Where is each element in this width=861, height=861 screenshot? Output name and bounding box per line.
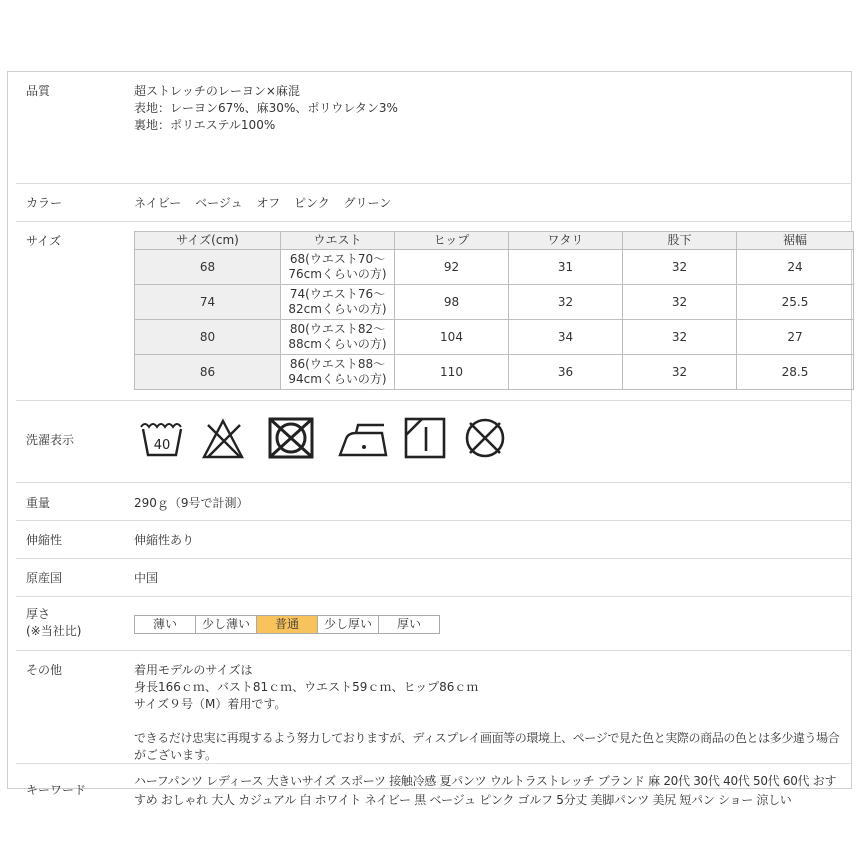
thickness-option: 少し薄い bbox=[196, 616, 257, 633]
size-table bbox=[134, 231, 854, 390]
label-other: その他 bbox=[26, 663, 63, 677]
color-item: ベージュ bbox=[195, 196, 243, 210]
value-origin: 中国 bbox=[134, 571, 159, 585]
waist-line: 82cmくらいの方) bbox=[288, 302, 387, 316]
row-thickness bbox=[16, 597, 851, 651]
waist-line: 80(ウエスト82～ bbox=[289, 322, 386, 336]
waist-line: 74(ウエスト76～ bbox=[289, 287, 386, 301]
table-row bbox=[135, 250, 854, 285]
quality-line: 裏地：ポリエステル100% bbox=[134, 118, 276, 132]
waist-line: 94cmくらいの方) bbox=[288, 372, 387, 386]
cell-waist bbox=[281, 285, 395, 320]
value-quality bbox=[134, 83, 845, 134]
other-line: 身長166ｃｍ、バスト81ｃｍ、ウエスト59ｃｍ、ヒップ86ｃｍ bbox=[134, 680, 479, 694]
cell-hem: 25.5 bbox=[737, 285, 854, 320]
header-hem: 裾幅 bbox=[737, 232, 854, 250]
waist-line: 68(ウエスト70～ bbox=[289, 252, 386, 266]
cell-inseam: 32 bbox=[623, 285, 737, 320]
cell-hip: 92 bbox=[395, 250, 509, 285]
thickness-note: (※当社比) bbox=[26, 624, 82, 638]
row-stretch bbox=[16, 521, 851, 559]
no-bleach-icon bbox=[200, 417, 246, 463]
cell-inseam: 32 bbox=[623, 320, 737, 355]
cell-hem: 24 bbox=[737, 250, 854, 285]
row-weight bbox=[16, 483, 851, 521]
no-dry-clean-icon bbox=[460, 415, 510, 461]
cell-watari: 36 bbox=[509, 355, 623, 390]
cell-waist bbox=[281, 250, 395, 285]
color-item: ネイビー bbox=[134, 196, 182, 210]
row-color bbox=[16, 184, 851, 222]
row-size bbox=[16, 222, 851, 401]
cell-size: 68 bbox=[135, 250, 281, 285]
spec-table bbox=[7, 71, 852, 807]
quality-line: 超ストレッチのレーヨン×麻混 bbox=[134, 84, 300, 98]
row-keywords bbox=[16, 764, 851, 816]
header-hip: ヒップ bbox=[395, 232, 509, 250]
thickness-option: 薄い bbox=[135, 616, 196, 633]
color-item: ピンク bbox=[293, 196, 330, 210]
color-item: グリーン bbox=[343, 196, 392, 210]
cell-hip: 98 bbox=[395, 285, 509, 320]
label-keywords: キーワード bbox=[26, 783, 87, 797]
header-size: サイズ(cm) bbox=[135, 232, 281, 250]
cell-hem: 27 bbox=[737, 320, 854, 355]
thickness-option: 少し厚い bbox=[318, 616, 379, 633]
size-table-header bbox=[135, 232, 854, 250]
wash-40-icon bbox=[139, 417, 185, 463]
waist-line: 76cmくらいの方) bbox=[288, 267, 387, 281]
cell-watari: 31 bbox=[509, 250, 623, 285]
value-weight: 290ｇ（9号で計測） bbox=[134, 496, 249, 510]
cell-hem: 28.5 bbox=[737, 355, 854, 390]
value-other bbox=[134, 662, 845, 764]
wash-temp: 40 bbox=[153, 438, 171, 453]
cell-size: 80 bbox=[135, 320, 281, 355]
table-row bbox=[135, 285, 854, 320]
value-color bbox=[134, 195, 845, 212]
label-color: カラー bbox=[26, 196, 63, 210]
waist-line: 88cmくらいの方) bbox=[288, 337, 387, 351]
row-care bbox=[16, 401, 851, 483]
cell-inseam: 32 bbox=[623, 250, 737, 285]
label-stretch: 伸縮性 bbox=[26, 533, 63, 547]
label-weight: 重量 bbox=[26, 496, 51, 510]
thickness-option: 厚い bbox=[396, 617, 421, 631]
color-disclaimer: できるだけ忠実に再現するよう努力しておりますが、ディスプレイ画面等の環境上、ページで見た色と実際の商品の色とは多少違う場合 bbox=[134, 731, 840, 745]
row-other bbox=[16, 651, 851, 764]
other-line: 着用モデルのサイズは bbox=[134, 663, 253, 677]
thickness-scale bbox=[134, 615, 440, 634]
cell-watari: 34 bbox=[509, 320, 623, 355]
value-keywords: ハーフパンツ レディース 大きいサイズ スポーツ 接触冷感 夏パンツ ウルトラストレッチ ブランド 麻 20代 30代 40代 50代 60代 おすすめ おしゃれ 大人 カジュアル 白 ホワイト ネイビー 黒 ベージュ ピンク ゴルフ 5分丈 美脚パンツ 美尻 短パン ショー 涼しい bbox=[134, 774, 837, 807]
cell-size: 74 bbox=[135, 285, 281, 320]
label-care: 洗濯表示 bbox=[26, 433, 75, 447]
row-quality bbox=[16, 72, 851, 184]
other-line: サイズ９号（M）着用です。 bbox=[134, 697, 287, 711]
label-thickness bbox=[26, 606, 81, 640]
cell-hip: 110 bbox=[395, 355, 509, 390]
color-disclaimer-cont: がございます。 bbox=[134, 748, 218, 762]
row-origin bbox=[16, 559, 851, 597]
thickness-label: 厚さ bbox=[26, 607, 51, 621]
cell-hip: 104 bbox=[395, 320, 509, 355]
value-stretch: 伸縮性あり bbox=[134, 533, 195, 547]
line-dry-icon bbox=[402, 415, 448, 461]
cell-inseam: 32 bbox=[623, 355, 737, 390]
header-watari: ワタリ bbox=[509, 232, 623, 250]
waist-line: 86(ウエスト88～ bbox=[289, 357, 386, 371]
no-tumble-dry-icon bbox=[266, 415, 316, 461]
cell-waist bbox=[281, 355, 395, 390]
header-waist: ウエスト bbox=[281, 232, 395, 250]
cell-watari: 32 bbox=[509, 285, 623, 320]
quality-line: 表地：レーヨン67%、麻30%、ポリウレタン3% bbox=[134, 101, 398, 115]
table-row bbox=[135, 320, 854, 355]
cell-size: 86 bbox=[135, 355, 281, 390]
table-row bbox=[135, 355, 854, 390]
label-size: サイズ bbox=[26, 234, 62, 248]
header-inseam: 股下 bbox=[623, 232, 737, 250]
color-item: オフ bbox=[256, 196, 281, 210]
cell-waist bbox=[281, 320, 395, 355]
label-origin: 原産国 bbox=[26, 571, 63, 585]
label-quality: 品質 bbox=[26, 84, 51, 98]
iron-low-icon bbox=[336, 417, 390, 463]
thickness-option-selected: 普通 bbox=[257, 616, 318, 633]
